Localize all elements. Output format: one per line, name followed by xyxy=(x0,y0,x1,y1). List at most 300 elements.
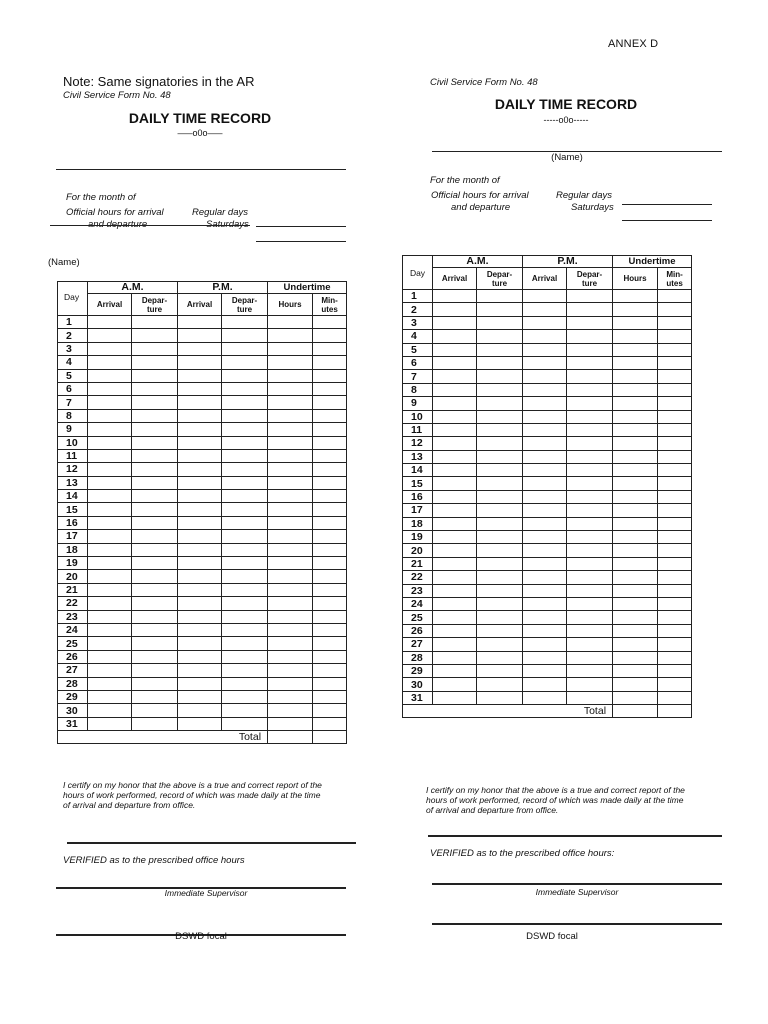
am-arrival-cell[interactable] xyxy=(433,651,477,664)
pm-departure-cell[interactable] xyxy=(567,370,613,383)
pm-arrival-cell[interactable] xyxy=(523,343,567,356)
undertime-hours-cell[interactable] xyxy=(268,503,313,516)
pm-arrival-cell[interactable] xyxy=(178,704,222,717)
am-arrival-cell[interactable] xyxy=(88,704,132,717)
undertime-minutes-cell[interactable] xyxy=(658,638,692,651)
pm-arrival-cell[interactable] xyxy=(523,397,567,410)
undertime-minutes-cell[interactable] xyxy=(658,383,692,396)
pm-departure-cell[interactable] xyxy=(222,436,268,449)
pm-arrival-cell[interactable] xyxy=(178,356,222,369)
undertime-hours-cell[interactable] xyxy=(268,583,313,596)
regular-days-line[interactable] xyxy=(622,204,712,205)
am-arrival-cell[interactable] xyxy=(433,303,477,316)
undertime-hours-cell[interactable] xyxy=(613,584,658,597)
am-arrival-cell[interactable] xyxy=(88,530,132,543)
undertime-minutes-cell[interactable] xyxy=(313,717,347,730)
am-departure-cell[interactable] xyxy=(477,691,523,704)
undertime-minutes-cell[interactable] xyxy=(658,651,692,664)
am-arrival-cell[interactable] xyxy=(88,316,132,329)
undertime-minutes-cell[interactable] xyxy=(313,409,347,422)
am-departure-cell[interactable] xyxy=(132,490,178,503)
pm-departure-cell[interactable] xyxy=(567,383,613,396)
undertime-minutes-cell[interactable] xyxy=(313,664,347,677)
am-departure-cell[interactable] xyxy=(132,476,178,489)
am-arrival-cell[interactable] xyxy=(88,409,132,422)
saturdays-line[interactable] xyxy=(256,241,346,242)
undertime-minutes-cell[interactable] xyxy=(658,571,692,584)
pm-departure-cell[interactable] xyxy=(222,329,268,342)
undertime-hours-cell[interactable] xyxy=(613,303,658,316)
pm-arrival-cell[interactable] xyxy=(178,610,222,623)
undertime-minutes-cell[interactable] xyxy=(313,423,347,436)
pm-departure-cell[interactable] xyxy=(567,611,613,624)
am-departure-cell[interactable] xyxy=(477,664,523,677)
am-departure-cell[interactable] xyxy=(477,464,523,477)
am-departure-cell[interactable] xyxy=(477,624,523,637)
am-departure-cell[interactable] xyxy=(132,423,178,436)
undertime-hours-cell[interactable] xyxy=(613,343,658,356)
am-arrival-cell[interactable] xyxy=(433,343,477,356)
undertime-hours-cell[interactable] xyxy=(268,516,313,529)
undertime-minutes-cell[interactable] xyxy=(658,464,692,477)
undertime-minutes-cell[interactable] xyxy=(658,303,692,316)
am-arrival-cell[interactable] xyxy=(433,383,477,396)
pm-departure-cell[interactable] xyxy=(222,623,268,636)
am-arrival-cell[interactable] xyxy=(433,584,477,597)
am-departure-cell[interactable] xyxy=(132,329,178,342)
am-departure-cell[interactable] xyxy=(477,557,523,570)
pm-arrival-cell[interactable] xyxy=(178,516,222,529)
undertime-minutes-cell[interactable] xyxy=(313,503,347,516)
undertime-minutes-cell[interactable] xyxy=(313,382,347,395)
am-departure-cell[interactable] xyxy=(132,543,178,556)
am-arrival-cell[interactable] xyxy=(433,330,477,343)
am-departure-cell[interactable] xyxy=(477,638,523,651)
undertime-hours-cell[interactable] xyxy=(613,423,658,436)
pm-departure-cell[interactable] xyxy=(222,704,268,717)
am-arrival-cell[interactable] xyxy=(433,290,477,303)
undertime-minutes-cell[interactable] xyxy=(313,677,347,690)
undertime-minutes-cell[interactable] xyxy=(658,316,692,329)
am-arrival-cell[interactable] xyxy=(433,490,477,503)
undertime-hours-cell[interactable] xyxy=(613,504,658,517)
pm-arrival-cell[interactable] xyxy=(178,570,222,583)
am-arrival-cell[interactable] xyxy=(433,316,477,329)
pm-departure-cell[interactable] xyxy=(567,504,613,517)
am-departure-cell[interactable] xyxy=(477,330,523,343)
pm-departure-cell[interactable] xyxy=(567,423,613,436)
undertime-minutes-cell[interactable] xyxy=(658,290,692,303)
am-arrival-cell[interactable] xyxy=(88,396,132,409)
pm-departure-cell[interactable] xyxy=(567,597,613,610)
undertime-hours-cell[interactable] xyxy=(268,423,313,436)
total-hours-cell[interactable] xyxy=(268,731,313,744)
am-departure-cell[interactable] xyxy=(132,650,178,663)
pm-arrival-cell[interactable] xyxy=(178,623,222,636)
undertime-minutes-cell[interactable] xyxy=(313,597,347,610)
undertime-minutes-cell[interactable] xyxy=(313,557,347,570)
undertime-hours-cell[interactable] xyxy=(613,437,658,450)
am-departure-cell[interactable] xyxy=(477,370,523,383)
undertime-minutes-cell[interactable] xyxy=(313,704,347,717)
am-departure-cell[interactable] xyxy=(477,504,523,517)
pm-arrival-cell[interactable] xyxy=(523,450,567,463)
am-departure-cell[interactable] xyxy=(477,383,523,396)
undertime-hours-cell[interactable] xyxy=(268,637,313,650)
pm-departure-cell[interactable] xyxy=(567,464,613,477)
pm-departure-cell[interactable] xyxy=(567,571,613,584)
am-departure-cell[interactable] xyxy=(132,610,178,623)
undertime-hours-cell[interactable] xyxy=(268,476,313,489)
pm-arrival-cell[interactable] xyxy=(178,396,222,409)
pm-departure-cell[interactable] xyxy=(567,303,613,316)
saturdays-line[interactable] xyxy=(622,220,712,221)
am-departure-cell[interactable] xyxy=(477,651,523,664)
undertime-minutes-cell[interactable] xyxy=(313,476,347,489)
pm-departure-cell[interactable] xyxy=(567,638,613,651)
total-minutes-cell[interactable] xyxy=(313,731,347,744)
undertime-hours-cell[interactable] xyxy=(268,597,313,610)
undertime-hours-cell[interactable] xyxy=(613,490,658,503)
pm-departure-cell[interactable] xyxy=(222,583,268,596)
pm-arrival-cell[interactable] xyxy=(178,664,222,677)
am-departure-cell[interactable] xyxy=(477,477,523,490)
pm-departure-cell[interactable] xyxy=(567,343,613,356)
pm-arrival-cell[interactable] xyxy=(178,677,222,690)
am-departure-cell[interactable] xyxy=(132,637,178,650)
undertime-minutes-cell[interactable] xyxy=(313,650,347,663)
pm-arrival-cell[interactable] xyxy=(523,370,567,383)
am-departure-cell[interactable] xyxy=(477,303,523,316)
undertime-hours-cell[interactable] xyxy=(268,570,313,583)
pm-arrival-cell[interactable] xyxy=(523,316,567,329)
am-departure-cell[interactable] xyxy=(132,449,178,462)
am-arrival-cell[interactable] xyxy=(433,571,477,584)
pm-arrival-cell[interactable] xyxy=(523,544,567,557)
am-arrival-cell[interactable] xyxy=(88,490,132,503)
pm-departure-cell[interactable] xyxy=(222,690,268,703)
undertime-hours-cell[interactable] xyxy=(268,690,313,703)
undertime-hours-cell[interactable] xyxy=(268,396,313,409)
pm-arrival-cell[interactable] xyxy=(523,330,567,343)
am-arrival-cell[interactable] xyxy=(88,356,132,369)
undertime-hours-cell[interactable] xyxy=(268,449,313,462)
undertime-hours-cell[interactable] xyxy=(613,290,658,303)
undertime-hours-cell[interactable] xyxy=(268,369,313,382)
pm-departure-cell[interactable] xyxy=(567,584,613,597)
undertime-minutes-cell[interactable] xyxy=(313,342,347,355)
am-arrival-cell[interactable] xyxy=(433,504,477,517)
undertime-minutes-cell[interactable] xyxy=(313,623,347,636)
undertime-hours-cell[interactable] xyxy=(268,717,313,730)
undertime-hours-cell[interactable] xyxy=(268,543,313,556)
undertime-hours-cell[interactable] xyxy=(268,436,313,449)
am-departure-cell[interactable] xyxy=(132,597,178,610)
am-departure-cell[interactable] xyxy=(477,597,523,610)
pm-departure-cell[interactable] xyxy=(222,503,268,516)
undertime-minutes-cell[interactable] xyxy=(313,449,347,462)
pm-departure-cell[interactable] xyxy=(222,409,268,422)
pm-departure-cell[interactable] xyxy=(222,490,268,503)
am-departure-cell[interactable] xyxy=(132,463,178,476)
pm-arrival-cell[interactable] xyxy=(523,611,567,624)
pm-departure-cell[interactable] xyxy=(222,476,268,489)
am-arrival-cell[interactable] xyxy=(433,624,477,637)
am-arrival-cell[interactable] xyxy=(433,423,477,436)
undertime-hours-cell[interactable] xyxy=(268,382,313,395)
pm-departure-cell[interactable] xyxy=(222,570,268,583)
pm-arrival-cell[interactable] xyxy=(523,584,567,597)
undertime-minutes-cell[interactable] xyxy=(313,463,347,476)
am-arrival-cell[interactable] xyxy=(88,436,132,449)
am-departure-cell[interactable] xyxy=(132,664,178,677)
undertime-hours-cell[interactable] xyxy=(268,677,313,690)
am-arrival-cell[interactable] xyxy=(88,449,132,462)
am-departure-cell[interactable] xyxy=(477,490,523,503)
undertime-hours-cell[interactable] xyxy=(613,611,658,624)
undertime-hours-cell[interactable] xyxy=(268,704,313,717)
pm-arrival-cell[interactable] xyxy=(178,423,222,436)
pm-departure-cell[interactable] xyxy=(222,316,268,329)
am-arrival-cell[interactable] xyxy=(433,464,477,477)
am-arrival-cell[interactable] xyxy=(433,544,477,557)
am-arrival-cell[interactable] xyxy=(88,423,132,436)
undertime-hours-cell[interactable] xyxy=(613,370,658,383)
am-arrival-cell[interactable] xyxy=(88,583,132,596)
undertime-minutes-cell[interactable] xyxy=(313,369,347,382)
pm-arrival-cell[interactable] xyxy=(523,423,567,436)
undertime-hours-cell[interactable] xyxy=(613,464,658,477)
am-departure-cell[interactable] xyxy=(132,557,178,570)
undertime-hours-cell[interactable] xyxy=(613,397,658,410)
pm-arrival-cell[interactable] xyxy=(178,503,222,516)
pm-departure-cell[interactable] xyxy=(222,610,268,623)
am-departure-cell[interactable] xyxy=(477,544,523,557)
am-departure-cell[interactable] xyxy=(132,382,178,395)
supervisor-signature-line[interactable] xyxy=(432,883,722,885)
undertime-minutes-cell[interactable] xyxy=(658,450,692,463)
employee-signature-line[interactable] xyxy=(428,835,722,837)
undertime-hours-cell[interactable] xyxy=(613,356,658,369)
total-hours-cell[interactable] xyxy=(613,705,658,718)
pm-arrival-cell[interactable] xyxy=(523,464,567,477)
pm-arrival-cell[interactable] xyxy=(178,369,222,382)
total-minutes-cell[interactable] xyxy=(658,705,692,718)
undertime-minutes-cell[interactable] xyxy=(313,637,347,650)
undertime-minutes-cell[interactable] xyxy=(658,397,692,410)
undertime-hours-cell[interactable] xyxy=(268,610,313,623)
undertime-minutes-cell[interactable] xyxy=(313,583,347,596)
pm-departure-cell[interactable] xyxy=(222,423,268,436)
am-departure-cell[interactable] xyxy=(132,396,178,409)
pm-departure-cell[interactable] xyxy=(222,396,268,409)
undertime-hours-cell[interactable] xyxy=(268,356,313,369)
pm-arrival-cell[interactable] xyxy=(523,290,567,303)
pm-departure-cell[interactable] xyxy=(567,450,613,463)
pm-departure-cell[interactable] xyxy=(222,543,268,556)
am-arrival-cell[interactable] xyxy=(88,690,132,703)
undertime-hours-cell[interactable] xyxy=(613,624,658,637)
am-departure-cell[interactable] xyxy=(477,316,523,329)
undertime-minutes-cell[interactable] xyxy=(658,504,692,517)
pm-arrival-cell[interactable] xyxy=(178,717,222,730)
pm-departure-cell[interactable] xyxy=(567,437,613,450)
undertime-minutes-cell[interactable] xyxy=(658,517,692,530)
pm-arrival-cell[interactable] xyxy=(523,437,567,450)
am-arrival-cell[interactable] xyxy=(88,557,132,570)
am-arrival-cell[interactable] xyxy=(88,717,132,730)
am-departure-cell[interactable] xyxy=(132,409,178,422)
pm-departure-cell[interactable] xyxy=(567,410,613,423)
pm-arrival-cell[interactable] xyxy=(178,583,222,596)
am-arrival-cell[interactable] xyxy=(433,410,477,423)
pm-arrival-cell[interactable] xyxy=(178,690,222,703)
pm-arrival-cell[interactable] xyxy=(178,463,222,476)
am-arrival-cell[interactable] xyxy=(433,638,477,651)
pm-arrival-cell[interactable] xyxy=(178,342,222,355)
am-arrival-cell[interactable] xyxy=(433,678,477,691)
undertime-minutes-cell[interactable] xyxy=(313,543,347,556)
am-departure-cell[interactable] xyxy=(132,369,178,382)
am-departure-cell[interactable] xyxy=(132,704,178,717)
undertime-minutes-cell[interactable] xyxy=(658,410,692,423)
pm-departure-cell[interactable] xyxy=(567,651,613,664)
undertime-minutes-cell[interactable] xyxy=(658,557,692,570)
undertime-hours-cell[interactable] xyxy=(613,544,658,557)
pm-departure-cell[interactable] xyxy=(567,664,613,677)
am-departure-cell[interactable] xyxy=(477,611,523,624)
undertime-hours-cell[interactable] xyxy=(613,638,658,651)
am-departure-cell[interactable] xyxy=(477,410,523,423)
am-departure-cell[interactable] xyxy=(477,571,523,584)
undertime-minutes-cell[interactable] xyxy=(658,423,692,436)
undertime-hours-cell[interactable] xyxy=(613,571,658,584)
am-arrival-cell[interactable] xyxy=(88,637,132,650)
pm-arrival-cell[interactable] xyxy=(523,651,567,664)
am-arrival-cell[interactable] xyxy=(88,543,132,556)
am-departure-cell[interactable] xyxy=(477,290,523,303)
undertime-minutes-cell[interactable] xyxy=(313,396,347,409)
undertime-minutes-cell[interactable] xyxy=(658,370,692,383)
pm-departure-cell[interactable] xyxy=(222,677,268,690)
undertime-minutes-cell[interactable] xyxy=(313,530,347,543)
pm-departure-cell[interactable] xyxy=(222,637,268,650)
undertime-minutes-cell[interactable] xyxy=(658,611,692,624)
pm-departure-cell[interactable] xyxy=(567,356,613,369)
am-arrival-cell[interactable] xyxy=(88,650,132,663)
pm-departure-cell[interactable] xyxy=(567,490,613,503)
am-arrival-cell[interactable] xyxy=(88,342,132,355)
pm-departure-cell[interactable] xyxy=(567,557,613,570)
undertime-hours-cell[interactable] xyxy=(268,490,313,503)
pm-arrival-cell[interactable] xyxy=(523,517,567,530)
pm-arrival-cell[interactable] xyxy=(523,664,567,677)
undertime-minutes-cell[interactable] xyxy=(313,516,347,529)
pm-arrival-cell[interactable] xyxy=(523,597,567,610)
undertime-hours-cell[interactable] xyxy=(613,691,658,704)
am-departure-cell[interactable] xyxy=(477,343,523,356)
pm-arrival-cell[interactable] xyxy=(523,571,567,584)
pm-departure-cell[interactable] xyxy=(567,678,613,691)
undertime-minutes-cell[interactable] xyxy=(658,624,692,637)
undertime-hours-cell[interactable] xyxy=(268,316,313,329)
am-departure-cell[interactable] xyxy=(132,356,178,369)
undertime-minutes-cell[interactable] xyxy=(658,597,692,610)
am-arrival-cell[interactable] xyxy=(433,597,477,610)
pm-arrival-cell[interactable] xyxy=(523,691,567,704)
am-arrival-cell[interactable] xyxy=(433,531,477,544)
undertime-hours-cell[interactable] xyxy=(268,329,313,342)
undertime-hours-cell[interactable] xyxy=(268,664,313,677)
pm-departure-cell[interactable] xyxy=(567,624,613,637)
pm-departure-cell[interactable] xyxy=(567,531,613,544)
am-arrival-cell[interactable] xyxy=(88,597,132,610)
am-departure-cell[interactable] xyxy=(132,677,178,690)
pm-departure-cell[interactable] xyxy=(567,397,613,410)
undertime-hours-cell[interactable] xyxy=(613,517,658,530)
pm-arrival-cell[interactable] xyxy=(178,530,222,543)
am-departure-cell[interactable] xyxy=(132,570,178,583)
pm-arrival-cell[interactable] xyxy=(178,650,222,663)
am-arrival-cell[interactable] xyxy=(88,570,132,583)
undertime-minutes-cell[interactable] xyxy=(658,691,692,704)
pm-arrival-cell[interactable] xyxy=(523,531,567,544)
undertime-hours-cell[interactable] xyxy=(613,651,658,664)
am-arrival-cell[interactable] xyxy=(433,356,477,369)
pm-departure-cell[interactable] xyxy=(222,449,268,462)
pm-arrival-cell[interactable] xyxy=(523,504,567,517)
pm-departure-cell[interactable] xyxy=(567,477,613,490)
pm-arrival-cell[interactable] xyxy=(523,624,567,637)
undertime-hours-cell[interactable] xyxy=(613,410,658,423)
undertime-minutes-cell[interactable] xyxy=(658,664,692,677)
am-departure-cell[interactable] xyxy=(132,436,178,449)
pm-departure-cell[interactable] xyxy=(567,290,613,303)
pm-arrival-cell[interactable] xyxy=(178,476,222,489)
am-departure-cell[interactable] xyxy=(132,316,178,329)
am-departure-cell[interactable] xyxy=(132,530,178,543)
pm-arrival-cell[interactable] xyxy=(178,543,222,556)
am-departure-cell[interactable] xyxy=(132,342,178,355)
am-arrival-cell[interactable] xyxy=(433,611,477,624)
undertime-hours-cell[interactable] xyxy=(613,330,658,343)
undertime-minutes-cell[interactable] xyxy=(658,531,692,544)
pm-departure-cell[interactable] xyxy=(222,382,268,395)
undertime-hours-cell[interactable] xyxy=(613,450,658,463)
am-arrival-cell[interactable] xyxy=(88,369,132,382)
undertime-minutes-cell[interactable] xyxy=(658,477,692,490)
pm-departure-cell[interactable] xyxy=(222,597,268,610)
pm-arrival-cell[interactable] xyxy=(178,436,222,449)
am-arrival-cell[interactable] xyxy=(88,623,132,636)
pm-departure-cell[interactable] xyxy=(567,691,613,704)
am-arrival-cell[interactable] xyxy=(433,450,477,463)
am-arrival-cell[interactable] xyxy=(88,516,132,529)
am-departure-cell[interactable] xyxy=(132,503,178,516)
pm-arrival-cell[interactable] xyxy=(523,383,567,396)
am-arrival-cell[interactable] xyxy=(88,329,132,342)
undertime-hours-cell[interactable] xyxy=(613,383,658,396)
pm-departure-cell[interactable] xyxy=(222,530,268,543)
undertime-hours-cell[interactable] xyxy=(613,597,658,610)
am-departure-cell[interactable] xyxy=(477,356,523,369)
pm-arrival-cell[interactable] xyxy=(178,329,222,342)
am-arrival-cell[interactable] xyxy=(433,557,477,570)
am-arrival-cell[interactable] xyxy=(433,370,477,383)
month-line[interactable] xyxy=(50,225,250,226)
undertime-hours-cell[interactable] xyxy=(268,342,313,355)
pm-arrival-cell[interactable] xyxy=(523,638,567,651)
